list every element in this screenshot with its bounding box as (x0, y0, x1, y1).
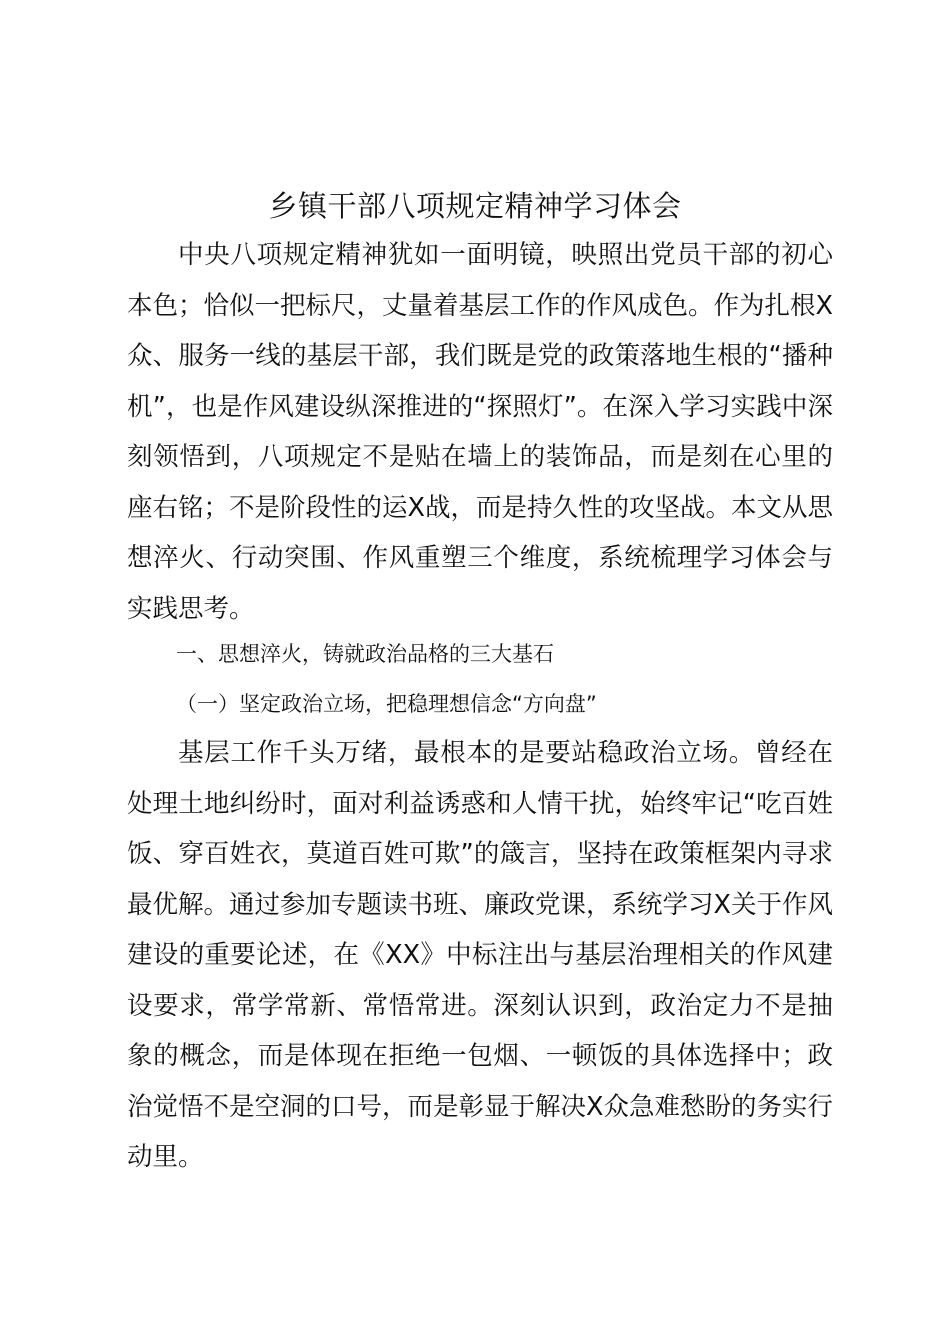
section-heading: 一、思想淬火，铸就政治品格的三大基石 (176, 642, 554, 666)
intro-paragraph: 中央八项规定精神犹如一面明镜，映照出党员干部的初心本色；恰似一把标尺，丈量着基层工作的作风成色。作为扎根X众、服务一线的基层干部，我们既是党的政策落地生根的“播种机”，也是作风建设纵深推进的“探照灯”。在深入学习实践中深刻领悟到，八项规定不是贴在墙上的装饰品，而是刻在心里的座右铭；不是阶段性的运X战，而是持久性的攻坚战。本文从思想淬火、行动突围、作风重塑三个维度，系统梳理学习体会与实践思考。 (127, 240, 833, 624)
body-paragraph: 基层工作千头万绪，最根本的是要站稳政治立场。曾经在处理土地纠纷时，面对利益诱惑和人情干扰，始终牢记“吃百姓饭、穿百姓衣，莫道百姓可欺”的箴言，坚持在政策框架内寻求最优解。通过参加专题读书班、廉政党课，系统学习X关于作风建设的重要论述，在《XX》中标注出与基层治理相关的作风建设要求，常学常新、常悟常进。深刻认识到，政治定力不是抽象的概念，而是体现在拒绝一包烟、一顿饭的具体选择中；政治觉悟不是空洞的口号，而是彰显于解决X众急难愁盼的务实行动里。 (127, 738, 833, 1172)
subsection-heading: （一）坚定政治立场，把稳理想信念“方向盘” (176, 692, 597, 716)
document-title: 乡镇干部八项规定精神学习体会 (268, 189, 682, 223)
